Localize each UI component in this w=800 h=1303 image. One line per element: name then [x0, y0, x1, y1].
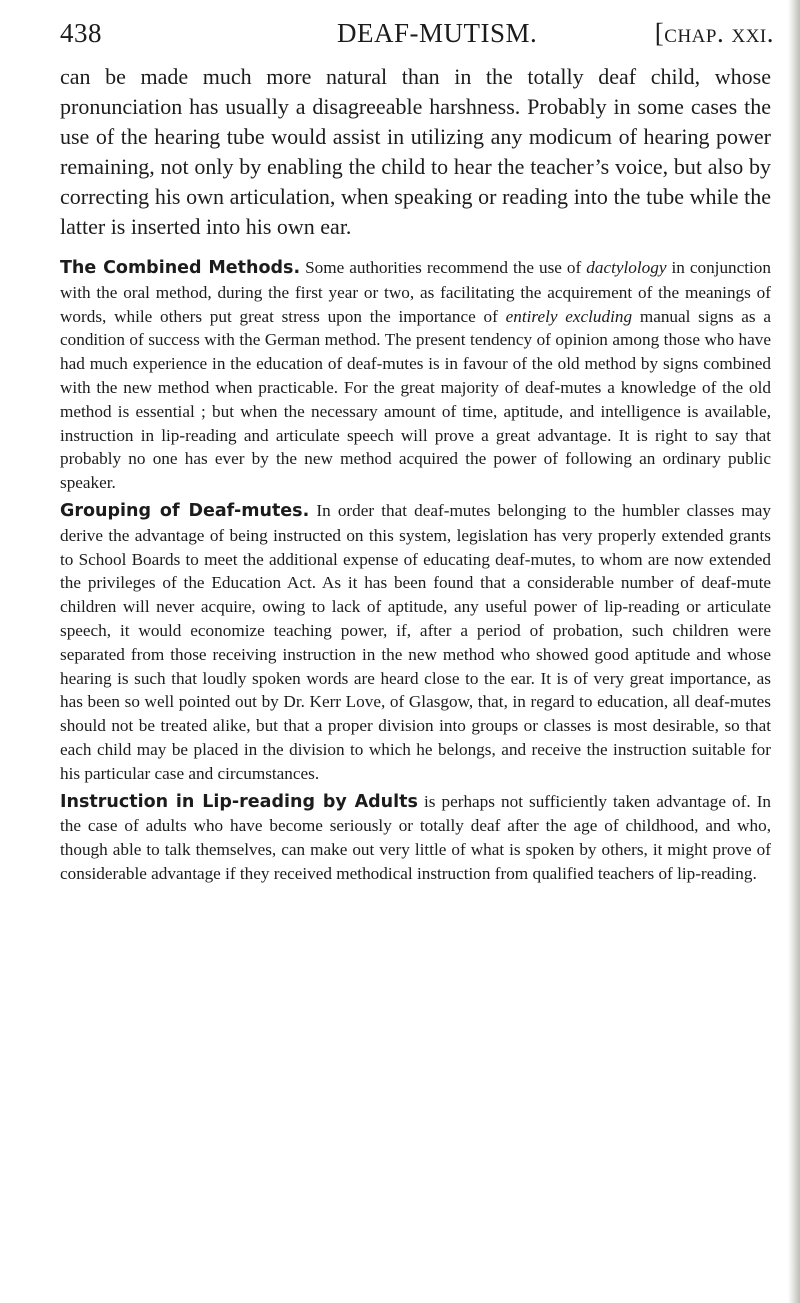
body-text: manual signs as a condition of success with the German method. The present tendency of opinion among those who have had much experience in the education of deaf-mutes is in favour of the old method by signs combined with the new method when practicable. For the great majority of deaf-mutes a knowledge of the old method is essential ; but when the necessary amount of time, aptitude, and intelligence is available, instruction in lip-reading and articulate speech will prove a great advantage. It is right to say that probably no one has ever by the new method acquired the power of following an ordinary public speaker. — [60, 306, 771, 493]
italic-term-dactylology: dactylology — [586, 258, 667, 277]
body-text: In order that deaf-mutes belonging to the humbler classes may derive the advantage of being instructed on this system, legislation has very properly extended grants to School Boards to meet the additional expense of educating deaf-mutes, to whom are now extended the privileges of the Education Act. As it has been found that a considerable number of deaf-mute children will never acquire, owing to lack of aptitude, any useful power of lip-reading or articulate speech, it would economize teaching power, if, after a period of probation, such children were separated from those receiving instruction in the new method who showed good aptitude and whose hearing is such that loudly spoken words are heard close to the ear. It is of very great importance, as has been so well pointed out by Dr. Kerr Love, of Glasgow, that, in regard to education, all deaf-mutes should not be treated alike, but that a proper division into groups or classes is most desirable, so that each child may be placed in the division to which he belongs, and receive the instruction suitable for his particular case and circumstances. — [60, 500, 771, 783]
continued-paragraph: can be made much more natural than in the totally deaf child, whose pronunciation has usually a disagreeable harshness. Probably in some cases the use of the hearing tube would assist in utilizing any modicum of hearing power remaining, not only by enabling the child to hear the teacher’s voice, but also by correcting his own articulation, when speaking or reading into the tube while the latter is inserted into his own ear. — [60, 64, 771, 239]
section-heading-lip-reading: Instruction in Lip-reading by Adults — [60, 791, 418, 812]
page-number: 438 — [60, 18, 102, 48]
section-combined-methods — [60, 256, 771, 495]
page-body — [60, 62, 771, 886]
section-lip-reading-adults — [60, 790, 771, 886]
body-text: is perhaps not sufficiently taken advantage of. In the case of adults who have become seriously or totally deaf after the age of childhood, and who, though able to talk themselves, can make out very little of what is spoken by others, it might prove of considerable advantage if they received methodical instruction from qualified teachers of lip-reading. — [60, 791, 772, 883]
body-text: Some authorities recommend the use of — [305, 258, 582, 277]
section-heading-grouping: Grouping of Deaf-mutes. — [60, 500, 310, 521]
body-text: in conjunction with the oral method, during the first year or two, as facilitating the acquirement of the meanings of words, while others put great stress upon the importance of — [60, 258, 771, 326]
section-grouping-deaf-mutes — [60, 499, 771, 786]
page-header — [60, 18, 774, 54]
section-heading-combined-methods: The Combined Methods. — [60, 258, 301, 278]
page-edge-shadow — [788, 0, 800, 1303]
running-title: DEAF-MUTISM. — [337, 18, 538, 48]
chapter-reference: [chap. xxi. — [654, 18, 774, 48]
italic-phrase-entirely-excluding: entirely excluding — [505, 306, 633, 326]
